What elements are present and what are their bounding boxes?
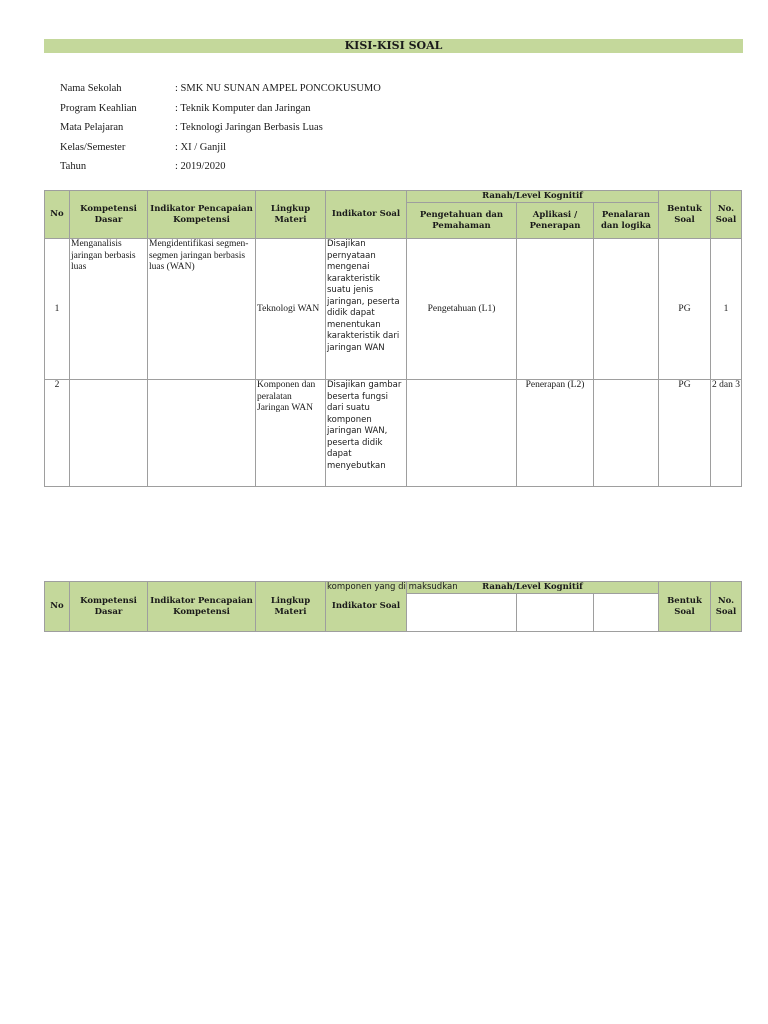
cell-pengetahuan: Pengetahuan (L1): [407, 239, 517, 380]
header-ranah-kognitif: Ranah/Level Kognitif: [407, 582, 659, 594]
info-value: : SMK NU SUNAN AMPEL PONCOKUSUMO: [175, 83, 381, 94]
header-bentuk-soal: Bentuk Soal: [659, 582, 711, 632]
cell-penalaran: [594, 239, 659, 380]
cell-no-soal: 1: [711, 239, 742, 380]
continued-text: komponen yang di maksudkan: [327, 582, 458, 592]
cell-no: 2: [45, 380, 70, 487]
cell-lingkup-materi: Komponen dan peralatan Jaringan WAN: [256, 380, 326, 487]
cell-no-soal: 2 dan 3: [711, 380, 742, 487]
header-indikator-pencapaian: Indikator Pencapaian Kompetensi: [148, 191, 256, 239]
cell-aplikasi: [517, 239, 594, 380]
info-label: Program Keahlian: [60, 102, 137, 114]
cell-kompetensi-dasar: [70, 380, 148, 487]
header-ranah-kognitif: Ranah/Level Kognitif: [407, 191, 659, 203]
empty-cell: [594, 594, 659, 632]
info-value: : XI / Ganjil: [175, 141, 227, 153]
header-indikator-soal-label: Indikator Soal: [331, 601, 401, 611]
cell-bentuk-soal: PG: [659, 239, 711, 380]
header-lingkup-materi: Lingkup Materi: [256, 582, 326, 632]
header-no-soal: No. Soal: [711, 191, 742, 239]
cell-no: 1: [45, 239, 70, 380]
empty-cell: [517, 594, 594, 632]
cell-lingkup-materi: Teknologi WAN: [256, 239, 326, 380]
header-kompetensi-dasar: Kompetensi Dasar: [70, 191, 148, 239]
header-aplikasi: Aplikasi / Penerapan: [517, 203, 594, 239]
info-label: Kelas/Semester: [60, 141, 126, 153]
empty-cell: [407, 594, 517, 632]
info-label: Tahun: [60, 161, 87, 172]
cell-bentuk-soal: PG: [659, 380, 711, 487]
header-no-soal: No. Soal: [711, 582, 742, 632]
info-label: Mata Pelajaran: [60, 122, 124, 133]
cell-penalaran: [594, 380, 659, 487]
document-title: KISI-KISI SOAL: [44, 39, 743, 53]
header-no: No: [45, 582, 70, 632]
header-bentuk-soal: Bentuk Soal: [659, 191, 711, 239]
header-indikator-soal: Indikator Soal: [326, 191, 407, 239]
info-value: : Teknik Komputer dan Jaringan: [175, 102, 311, 114]
info-value: : Teknologi Jaringan Berbasis Luas: [175, 122, 323, 133]
header-indikator-pencapaian: Indikator Pencapaian Kompetensi: [148, 582, 256, 632]
info-value: : 2019/2020: [175, 161, 226, 172]
cell-indikator-pencapaian: [148, 380, 256, 487]
header-no: No: [45, 191, 70, 239]
cell-pengetahuan: [407, 380, 517, 487]
info-label: Nama Sekolah: [60, 83, 122, 94]
header-pengetahuan: Pengetahuan dan Pemahaman: [407, 203, 517, 239]
cell-kompetensi-dasar: Menganalisis jaringan berbasis luas: [70, 239, 148, 380]
cell-aplikasi: Penerapan (L2): [517, 380, 594, 487]
header-penalaran: Penalaran dan logika: [594, 203, 659, 239]
cell-indikator-pencapaian: Mengidentifikasi segmen-segmen jaringan berbasis luas (WAN): [148, 239, 256, 380]
cell-indikator-soal: Disajikan gambar beserta fungsi dari suatu komponen jaringan WAN, peserta didik dapat menyebutkan: [326, 380, 407, 487]
kisi-kisi-table-continued: [44, 581, 742, 632]
header-kompetensi-dasar: Kompetensi Dasar: [70, 582, 148, 632]
header-lingkup-materi: Lingkup Materi: [256, 191, 326, 239]
table-row: [45, 239, 742, 380]
cell-indikator-soal: Disajikan pernyataan mengenai karakteristik suatu jenis jaringan, peserta didik dapat menentukan karakteristik dari jaringan WAN: [326, 239, 407, 380]
header-indikator-soal: [326, 582, 458, 632]
table-row: [45, 380, 742, 487]
kisi-kisi-table: [44, 190, 742, 487]
